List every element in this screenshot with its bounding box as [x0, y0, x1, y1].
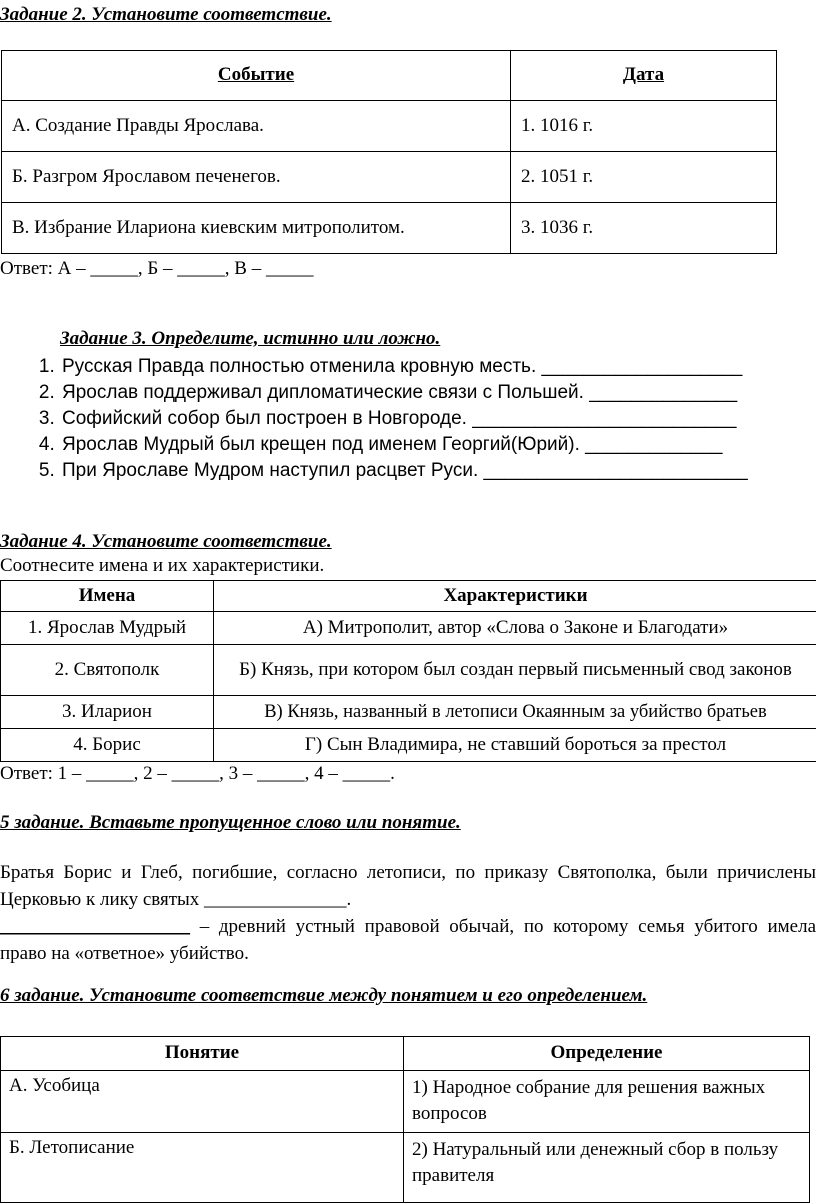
- characteristic-cell: Б) Князь, при котором был создан первый письменный свод законов: [214, 645, 816, 696]
- table-row: [1, 1133, 810, 1203]
- list-item: 2. Ярослав поддерживал дипломатические связи с Польшей. ______________: [60, 380, 748, 406]
- event-cell: А. Создание Правды Ярослава.: [2, 101, 511, 152]
- task4-subtitle: Соотнесите имена и их характеристики.: [0, 555, 324, 578]
- task6-heading: 6 задание. Установите соответствие между понятием и его определением.: [0, 985, 647, 1008]
- table-row: [1, 645, 816, 696]
- event-cell: Б. Разгром Ярославом печенегов.: [2, 152, 511, 203]
- table-row: [1, 612, 816, 645]
- table-row: [1, 1071, 810, 1133]
- definition-cell: 2) Натуральный или денежный сбор в пользу правителя: [404, 1133, 810, 1203]
- task4-heading: Задание 4. Установите соответствие.: [0, 531, 332, 554]
- paragraph-text: – древний устный правовой обычай, по которому семья убитого имела право на «ответное» убийство.: [0, 916, 816, 964]
- header-concept: Понятие: [1, 1037, 404, 1071]
- header-date: Дата: [511, 51, 777, 101]
- list-item: 4. Ярослав Мудрый был крещен под именем Георгий(Юрий). _____________: [60, 432, 748, 458]
- event-cell: В. Избрание Илариона киевским митрополитом.: [2, 203, 511, 254]
- table-row: [2, 152, 777, 203]
- task3-heading: Задание 3. Определите, истинно или ложно.: [60, 328, 440, 351]
- characteristic-cell: Г) Сын Владимира, не ставший бороться за престол: [214, 729, 816, 762]
- task2-heading: Задание 2. Установите соответствие.: [0, 4, 332, 27]
- table-row: [2, 203, 777, 254]
- header-definition: Определение: [404, 1037, 810, 1071]
- task2-answer: Ответ: А – _____, Б – _____, В – _____: [0, 258, 313, 281]
- task4-answer: Ответ: 1 – _____, 2 – _____, 3 – _____, 4 – _____.: [0, 763, 395, 786]
- header-event: Событие: [2, 51, 511, 101]
- table-header-row: [2, 51, 777, 101]
- date-cell: 2. 1051 г.: [511, 152, 777, 203]
- concept-cell: А. Усобица: [1, 1071, 404, 1133]
- header-characteristics: Характеристики: [214, 581, 816, 612]
- task4-table: [0, 580, 816, 762]
- name-cell: 2. Святополк: [1, 645, 214, 696]
- true-false-list: [22, 354, 748, 484]
- task5-heading: 5 задание. Вставьте пропущенное слово или понятие.: [0, 812, 461, 835]
- date-cell: 1. 1016 г.: [511, 101, 777, 152]
- task5-paragraph-2: [0, 913, 816, 967]
- task6-table: [0, 1036, 810, 1203]
- answer-blank: ____________________: [0, 916, 190, 937]
- task5-paragraph-1: Братья Борис и Глеб, погибшие, согласно летописи, по приказу Святополка, были причислены Церковью к лику святых _______________.: [0, 859, 816, 913]
- task2-table: [1, 50, 777, 254]
- list-item: 1. Русская Правда полностью отменила кровную месть. ___________________: [60, 354, 748, 380]
- table-row: [1, 696, 816, 729]
- name-cell: 1. Ярослав Мудрый: [1, 612, 214, 645]
- table-header-row: [1, 581, 816, 612]
- name-cell: 3. Иларион: [1, 696, 214, 729]
- list-item: 5. При Ярославе Мудром наступил расцвет Руси. _________________________: [60, 458, 748, 484]
- list-item: 3. Софийский собор был построен в Новгороде. _________________________: [60, 406, 748, 432]
- characteristic-cell: А) Митрополит, автор «Слова о Законе и Благодати»: [214, 612, 816, 645]
- definition-cell: 1) Народное собрание для решения важных вопросов: [404, 1071, 810, 1133]
- table-row: [1, 729, 816, 762]
- characteristic-cell: В) Князь, названный в летописи Окаянным за убийство братьев: [214, 696, 816, 729]
- date-cell: 3. 1036 г.: [511, 203, 777, 254]
- header-names: Имена: [1, 581, 214, 612]
- name-cell: 4. Борис: [1, 729, 214, 762]
- table-row: [2, 101, 777, 152]
- table-header-row: [1, 1037, 810, 1071]
- concept-cell: Б. Летописание: [1, 1133, 404, 1203]
